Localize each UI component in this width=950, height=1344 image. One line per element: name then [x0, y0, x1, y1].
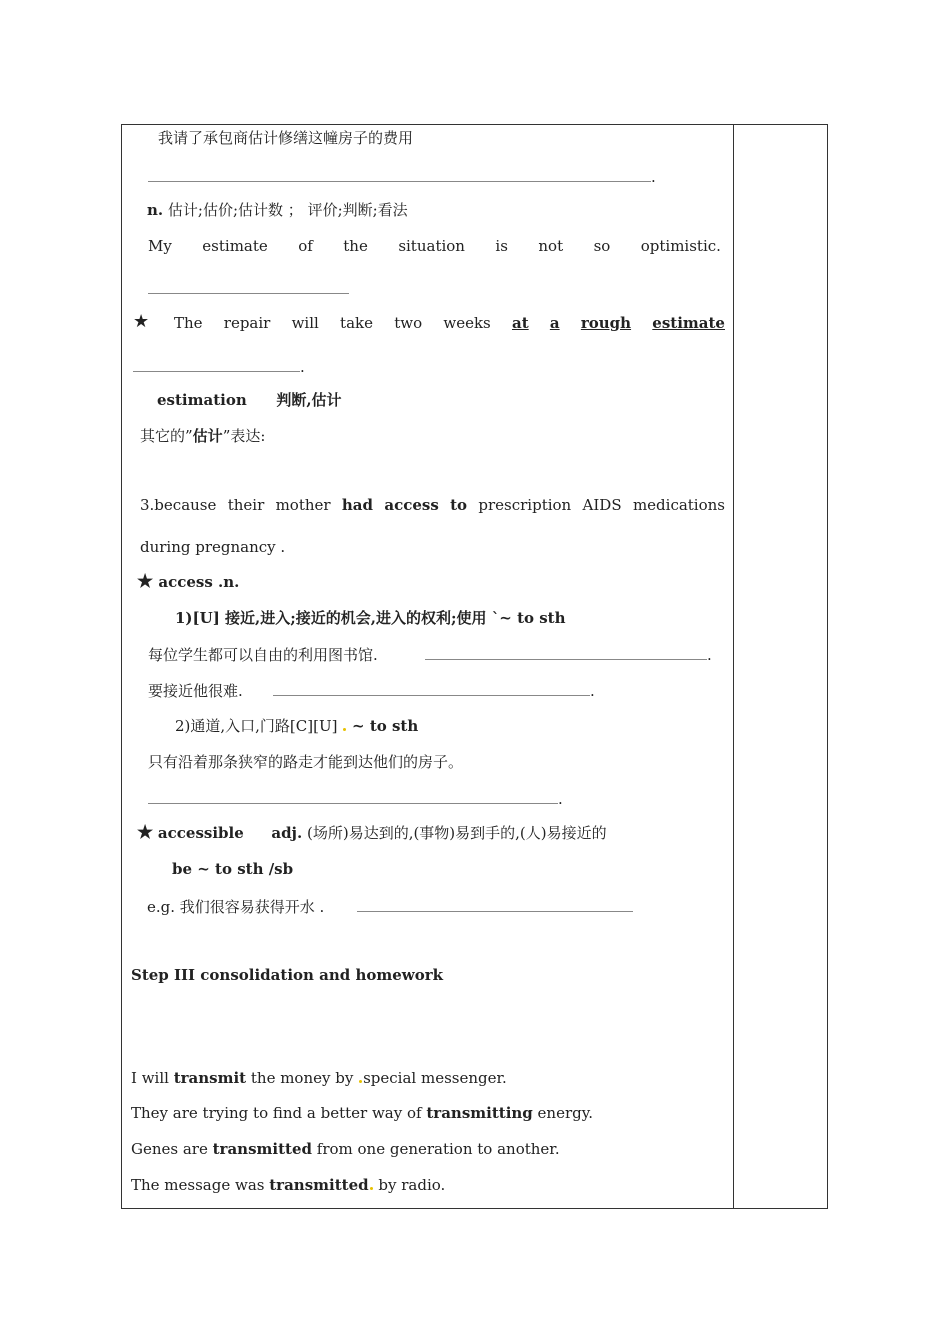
s2-d: energy.	[532, 1104, 593, 1122]
word: AIDS	[582, 496, 622, 514]
transmit-sentence-3	[131, 1139, 560, 1159]
s3-a: Genes are	[131, 1140, 213, 1158]
s1-d: special messenger.	[363, 1069, 507, 1087]
word: mother	[275, 496, 331, 514]
answer-blank[interactable]	[133, 371, 300, 372]
s4-c: by radio.	[373, 1176, 446, 1194]
word: repair	[223, 314, 271, 332]
accessible-pos: adj.	[271, 824, 303, 842]
phrase-word: rough	[580, 314, 632, 332]
s4-b: transmitted	[269, 1176, 369, 1194]
period: .	[558, 790, 563, 808]
word: prescription	[478, 496, 572, 514]
s2-a: They are trying to find a bette	[131, 1104, 361, 1122]
word: their	[227, 496, 265, 514]
word: is	[495, 237, 508, 255]
word: take	[340, 314, 373, 332]
s4-a: The message was	[131, 1176, 270, 1194]
transmit-sentence-1	[131, 1068, 507, 1088]
answer-blank[interactable]	[148, 803, 558, 804]
s2-b: r way of	[360, 1104, 427, 1122]
word: optimistic.	[640, 237, 721, 255]
answer-blank[interactable]	[273, 695, 590, 696]
cn-contractor-sentence: 我请了承包商估计修缮这幢房子的费用	[158, 129, 414, 147]
accessible-meaning: (场所)易达到的,(事物)易到手的,(人)易接近的	[306, 824, 607, 842]
access-meaning-2	[175, 716, 418, 736]
answer-blank[interactable]	[148, 293, 349, 294]
answer-blank[interactable]	[148, 181, 651, 182]
answer-blank[interactable]	[425, 659, 707, 660]
cn-library-sentence: 每位学生都可以自由的利用图书馆.	[148, 646, 378, 664]
meaning2-suffix: ~ to sth	[352, 717, 419, 735]
mark-dot-icon	[359, 1080, 362, 1083]
other-expressions	[140, 426, 265, 446]
s1-b: transmit	[173, 1069, 247, 1087]
period: .	[707, 646, 712, 664]
column-divider	[733, 124, 734, 1209]
word: to	[450, 496, 468, 514]
s3-b: transmitted	[212, 1140, 312, 1158]
repair-sentence	[174, 313, 725, 333]
transmit-sentence-4	[131, 1175, 445, 1195]
answer-blank[interactable]	[357, 911, 633, 912]
access-heading	[137, 572, 239, 592]
star-icon: ★	[137, 571, 154, 592]
estimation-meaning: 判断,估计	[276, 391, 342, 409]
star-icon: ★	[133, 311, 150, 332]
period: .	[590, 682, 595, 700]
word: access	[384, 496, 439, 514]
other-prefix: 其它的”	[140, 427, 193, 445]
estimation-word: estimation	[157, 391, 247, 409]
word: situation	[398, 237, 465, 255]
eg-sentence: e.g. 我们很容易获得开水 .	[147, 898, 325, 916]
word: will	[291, 314, 319, 332]
word: The	[174, 314, 203, 332]
cn-road-sentence: 只有沿着那条狭窄的路走才能到达他们的房子。	[148, 753, 464, 771]
table-frame	[121, 124, 828, 1209]
cn-hard-sentence: 要接近他很难.	[148, 682, 243, 700]
estimation-line	[157, 390, 342, 410]
step-heading: Step III consolidation and homework	[131, 966, 444, 984]
example-sentence	[148, 236, 721, 256]
noun-label: n.	[147, 201, 164, 219]
period: .	[300, 358, 305, 376]
word: estimate	[202, 237, 268, 255]
access-sentence	[140, 495, 725, 515]
other-bold: 估计	[192, 427, 223, 445]
access-sentence-line2: during pregnancy .	[140, 538, 286, 556]
word: medications	[632, 496, 725, 514]
accessible-word: accessible	[157, 824, 244, 842]
word: two	[394, 314, 423, 332]
phrase-word: estimate	[652, 314, 725, 332]
phrase-word: a	[549, 314, 560, 332]
transmit-sentence-2	[131, 1103, 593, 1123]
s1-c: the money by	[246, 1069, 359, 1087]
mark-dot-icon	[343, 728, 346, 731]
word: of	[298, 237, 313, 255]
access-heading-text: access .n.	[158, 573, 240, 591]
be-pattern: be ~ to sth /sb	[172, 860, 294, 878]
noun-definition	[147, 200, 408, 220]
word: had	[341, 496, 374, 514]
word: the	[343, 237, 368, 255]
mark-dot-icon	[370, 1187, 373, 1190]
word: 3.because	[140, 496, 217, 514]
period: .	[651, 168, 656, 186]
word: not	[538, 237, 564, 255]
word: so	[593, 237, 611, 255]
word: weeks	[443, 314, 491, 332]
accessible-line	[137, 823, 607, 843]
s2-c: transmitting	[426, 1104, 533, 1122]
star-icon: ★	[137, 822, 154, 843]
phrase-word: at	[511, 314, 529, 332]
noun-meaning: 估计;估价;估计数 ； 评价;判断;看法	[167, 201, 408, 219]
meaning2-prefix: 2)通道,入口,门路[C][U]	[175, 717, 338, 735]
s1-a: I will	[131, 1069, 174, 1087]
s3-c: from one generation to another.	[312, 1140, 560, 1158]
access-meaning-1: 1)[U] 接近,进入;接近的机会,进入的权利;使用 `~ to sth	[175, 609, 566, 627]
other-suffix: ”表达:	[222, 427, 266, 445]
word: My	[148, 237, 172, 255]
